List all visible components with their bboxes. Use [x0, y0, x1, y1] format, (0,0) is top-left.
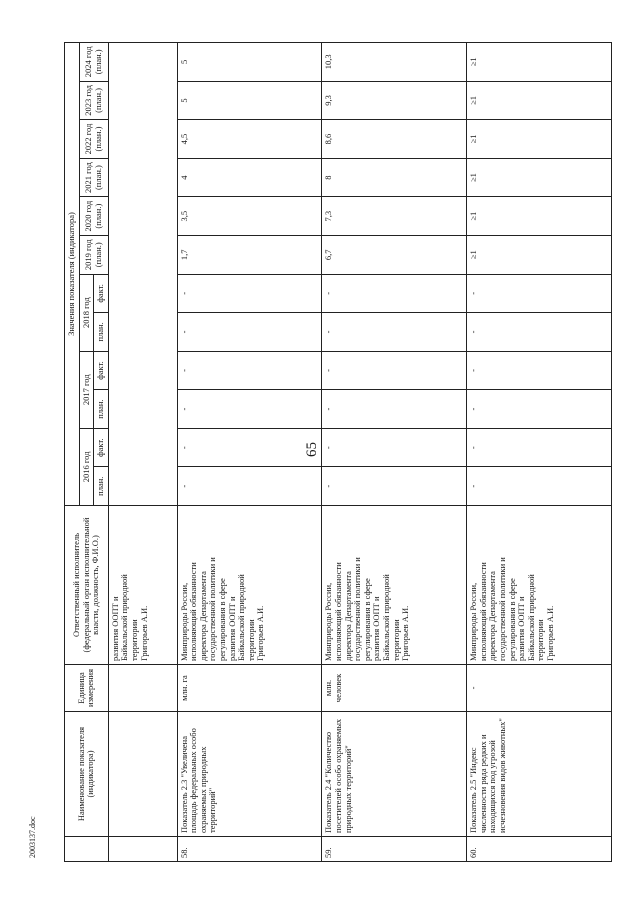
year-2016-header: 2016 год — [79, 428, 94, 505]
value-2019: ≥1 — [467, 235, 612, 274]
value-2022: 4,5 — [177, 120, 322, 159]
col-unit-header: Единица измерения — [65, 665, 109, 712]
col-number-header — [65, 837, 109, 862]
indicator-unit: - — [467, 665, 612, 712]
row-number: 58. — [177, 837, 322, 862]
value-2020: ≥1 — [467, 197, 612, 236]
rotated-table-container — [64, 42, 612, 862]
indicators-table — [64, 42, 612, 862]
value-2023: 9,3 — [322, 81, 467, 120]
value-2016-fact: - — [322, 428, 467, 467]
continued-responsible-cell: развития ООПТ и Байкальской природной территории Григорьев А.И. — [108, 506, 177, 665]
value-2016-plan: - — [177, 467, 322, 506]
value-2022: 8,6 — [322, 120, 467, 159]
year-2017-header: 2017 год — [79, 351, 94, 428]
value-2022: ≥1 — [467, 120, 612, 159]
table-row — [177, 43, 322, 862]
col-name-header: Наименование показателя (индикатора) — [65, 712, 109, 837]
values-group-header: Значения показателя (индикатора) — [65, 43, 80, 506]
value-2019: 1,7 — [177, 235, 322, 274]
value-2021: 8 — [322, 158, 467, 197]
table-row — [322, 43, 467, 862]
value-2017-plan: - — [177, 390, 322, 429]
value-2016-plan: - — [322, 467, 467, 506]
value-2024: ≥1 — [467, 43, 612, 82]
plan-2018-header: план. — [94, 313, 109, 352]
indicator-name: Показатель 2.5 "Индекс численности ряда редких и находящихся под угрозой исчезновения видов животных" — [467, 712, 612, 837]
row-number: 59. — [322, 837, 467, 862]
fact-2016-header: факт. — [94, 428, 109, 467]
value-2018-fact: - — [467, 274, 612, 313]
plan-2017-header: план. — [94, 390, 109, 429]
value-2018-fact: - — [322, 274, 467, 313]
value-2024: 10,3 — [322, 43, 467, 82]
value-2017-fact: - — [467, 351, 612, 390]
responsible-executor: Минприроды России, исполняющий обязанности директора Департамента государственной политики и регулирования в сфере развития ООПТ и Байкальской природной территории Григорьев А.И. — [322, 506, 467, 665]
document-code: 2003137.doc — [28, 816, 37, 858]
responsible-executor: Минприроды России, исполняющий обязанности директора Департамента государственной политики и регулирования в сфере развития ООПТ и Байкальской природной территории Григорьев А.И. — [467, 506, 612, 665]
value-2017-plan: - — [322, 390, 467, 429]
value-2018-plan: - — [177, 313, 322, 352]
continuation-row — [108, 43, 177, 862]
value-2016-plan: - — [467, 467, 612, 506]
year-2023-header: 2023 год (план.) — [79, 81, 108, 120]
value-2017-fact: - — [322, 351, 467, 390]
fact-2018-header: факт. — [94, 274, 109, 313]
indicator-name: Показатель 2.3 "Увеличена площадь федеральных особо охраняемых природных территорий" — [177, 712, 322, 837]
indicator-unit: млн. га — [177, 665, 322, 712]
value-2021: 4 — [177, 158, 322, 197]
year-2018-header: 2018 год — [79, 274, 94, 351]
value-2018-plan: - — [467, 313, 612, 352]
value-2017-plan: - — [467, 390, 612, 429]
year-2024-header: 2024 год (план.) — [79, 43, 108, 82]
year-2020-header: 2020 год (план.) — [79, 197, 108, 236]
year-2021-header: 2021 год (план.) — [79, 158, 108, 197]
responsible-executor: Минприроды России, исполняющий обязанности директора Департамента государственной политики и регулирования в сфере развития ООПТ и Байкальской природной территории Григорьев А.И. — [177, 506, 322, 665]
value-2019: 6,7 — [322, 235, 467, 274]
table-row — [467, 43, 612, 862]
value-2016-fact: - — [467, 428, 612, 467]
page-number: 65 — [304, 442, 320, 457]
indicator-name: Показатель 2.4 "Количество посетителей особо охраняемых природных территорий" — [322, 712, 467, 837]
value-2023: 5 — [177, 81, 322, 120]
value-2021: ≥1 — [467, 158, 612, 197]
row-number: 60. — [467, 837, 612, 862]
value-2016-fact: - — [177, 428, 322, 467]
indicator-unit: млн. человек — [322, 665, 467, 712]
value-2020: 3,5 — [177, 197, 322, 236]
value-2024: 5 — [177, 43, 322, 82]
col-responsible-header: Ответственный исполнитель (федеральный орган исполнительной власти, должность, Ф.И.О.) — [65, 506, 109, 665]
fact-2017-header: факт. — [94, 351, 109, 390]
value-2017-fact: - — [177, 351, 322, 390]
value-2018-fact: - — [177, 274, 322, 313]
value-2020: 7,3 — [322, 197, 467, 236]
plan-2016-header: план. — [94, 467, 109, 506]
value-2023: ≥1 — [467, 81, 612, 120]
year-2022-header: 2022 год (план.) — [79, 120, 108, 159]
year-2019-header: 2019 год (план.) — [79, 235, 108, 274]
value-2018-plan: - — [322, 313, 467, 352]
